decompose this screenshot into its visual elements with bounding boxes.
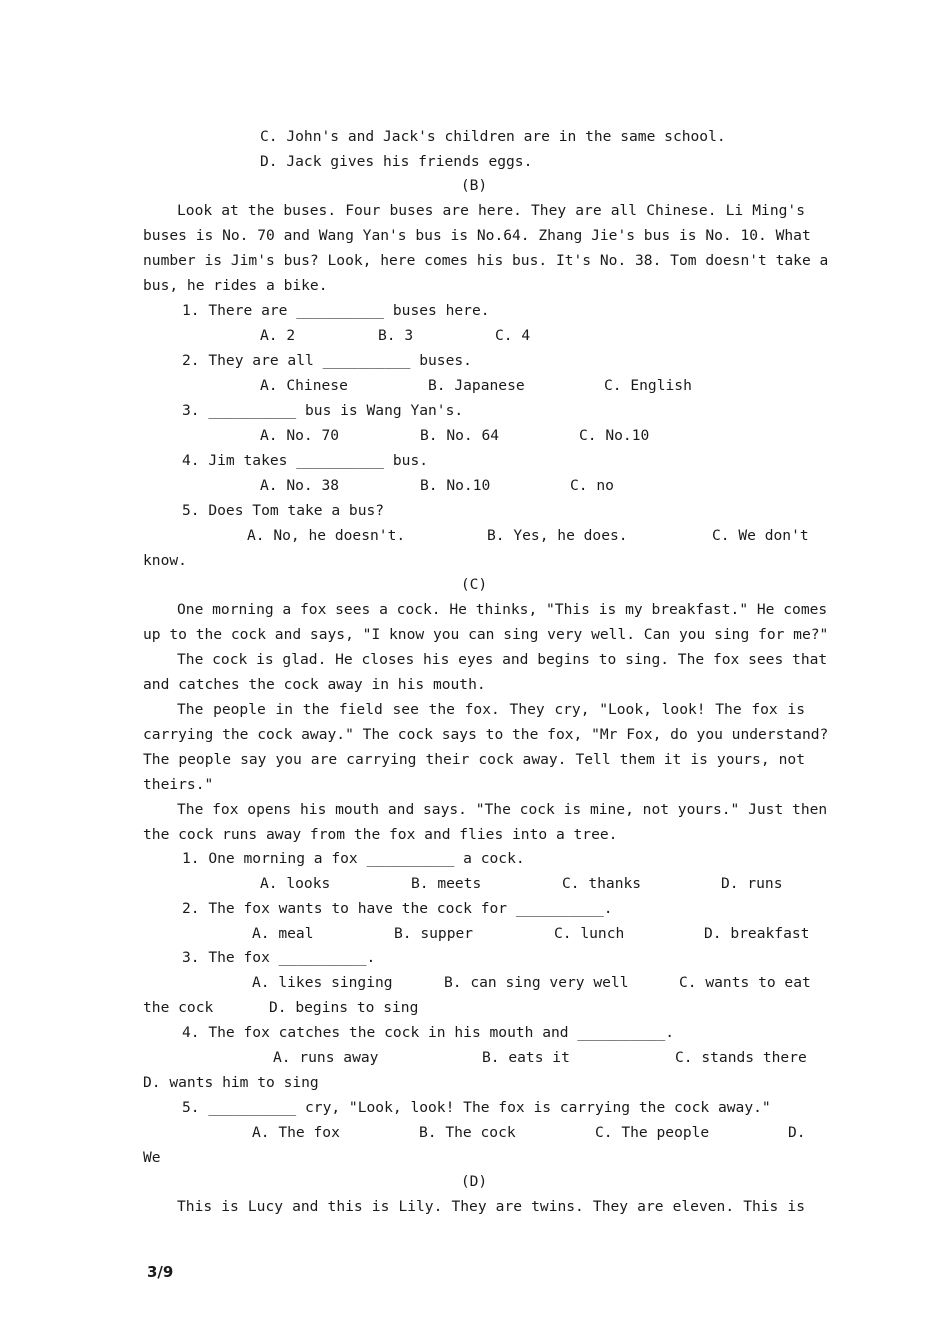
passage-d-line-1: This is Lucy and this is Lily. They are twins. They are eleven. This is <box>177 1198 805 1215</box>
option-b: B. can sing very well <box>444 974 629 991</box>
question-b5-stem: 5. Does Tom take a bus? <box>182 502 385 519</box>
option-d: D. runs <box>721 875 783 892</box>
passage-b-line-2: buses is No. 70 and Wang Yan's bus is No.64. Zhang Jie's bus is No. 10. What <box>143 227 811 244</box>
option-d: D. begins to sing <box>269 999 419 1016</box>
question-c5-options <box>0 1123 950 1143</box>
option-a: A. No, he doesn't. <box>247 527 406 544</box>
option-c: C. wants to eat <box>679 974 811 991</box>
question-c2-options <box>0 924 950 944</box>
option-b: B. eats it <box>482 1049 570 1066</box>
option-a: A. The fox <box>252 1124 340 1141</box>
page-number: 3/9 <box>147 1263 174 1281</box>
option-a: A. runs away <box>273 1049 379 1066</box>
question-c3-stem: 3. The fox __________. <box>182 949 376 966</box>
option-a: A. meal <box>252 925 314 942</box>
option-d: D. wants him to sing <box>143 1074 319 1091</box>
question-c4-stem: 4. The fox catches the cock in his mouth and __________. <box>182 1024 675 1041</box>
option-c: C. We don't <box>712 527 809 544</box>
option-c: C. The people <box>595 1124 710 1141</box>
option-a: A. likes singing <box>252 974 393 991</box>
question-c3-options-continued <box>0 998 950 1018</box>
option-a: A. Chinese <box>260 377 348 394</box>
question-b1-options <box>0 326 950 346</box>
option-b: B. The cock <box>419 1124 516 1141</box>
option-a: A. 2 <box>260 327 296 344</box>
option-c: C. No.10 <box>579 427 650 444</box>
option-c: C. 4 <box>495 327 531 344</box>
option-b: B. 3 <box>378 327 414 344</box>
option-b: B. No.10 <box>420 477 491 494</box>
option-d: D. Jack gives his friends eggs. <box>260 153 533 170</box>
option-c: C. no <box>570 477 614 494</box>
question-b1-stem: 1. There are __________ buses here. <box>182 302 490 319</box>
option-b: B. meets <box>411 875 482 892</box>
passage-c-p3-line-2: carrying the cock away." The cock says to the fox, "Mr Fox, do you understand? <box>143 726 829 743</box>
passage-c-p3-line-3: The people say you are carrying their cock away. Tell them it is yours, not <box>143 751 805 768</box>
question-b2-stem: 2. They are all __________ buses. <box>182 352 472 369</box>
option-b: B. No. 64 <box>420 427 500 444</box>
question-c5-stem: 5. __________ cry, "Look, look! The fox is carrying the cock away." <box>182 1099 771 1116</box>
option-c-continued: the cock <box>143 999 214 1016</box>
passage-b-line-4: bus, he rides a bike. <box>143 277 328 294</box>
option-a: A. No. 70 <box>260 427 340 444</box>
passage-c-p4-line-1: The fox opens his mouth and says. "The cock is mine, not yours." Just then <box>177 801 828 818</box>
option-a: A. looks <box>260 875 331 892</box>
option-c: C. lunch <box>554 925 625 942</box>
option-a: A. No. 38 <box>260 477 340 494</box>
question-b2-options <box>0 376 950 396</box>
passage-c-p3-line-1: The people in the field see the fox. They cry, "Look, look! The fox is <box>177 701 805 718</box>
section-c-heading: (C) <box>460 576 488 593</box>
passage-b-line-1: Look at the buses. Four buses are here. They are all Chinese. Li Ming's <box>177 202 805 219</box>
passage-c-p1-line-2: up to the cock and says, "I know you can sing very well. Can you sing for me?" <box>143 626 829 643</box>
option-b: B. supper <box>394 925 474 942</box>
option-c: C. John's and Jack's children are in the same school. <box>260 128 726 145</box>
option-d: D. breakfast <box>704 925 810 942</box>
section-d-heading: (D) <box>460 1173 488 1190</box>
question-b3-options <box>0 426 950 446</box>
question-c4-options <box>0 1048 950 1068</box>
passage-c-p2-line-2: and catches the cock away in his mouth. <box>143 676 486 693</box>
question-c2-stem: 2. The fox wants to have the cock for __________. <box>182 900 613 917</box>
question-b3-stem: 3. __________ bus is Wang Yan's. <box>182 402 464 419</box>
passage-c-p2-line-1: The cock is glad. He closes his eyes and begins to sing. The fox sees that <box>177 651 828 668</box>
option-c: C. stands there <box>675 1049 807 1066</box>
option-b: B. Japanese <box>428 377 525 394</box>
passage-c-p4-line-2: the cock runs away from the fox and flies into a tree. <box>143 826 618 843</box>
option-b: B. Yes, he does. <box>487 527 628 544</box>
question-b4-options <box>0 476 950 496</box>
question-c3-options <box>0 973 950 993</box>
option-c: C. thanks <box>562 875 642 892</box>
option-d-continued: We <box>143 1149 161 1166</box>
question-b4-stem: 4. Jim takes __________ bus. <box>182 452 429 469</box>
passage-c-p1-line-1: One morning a fox sees a cock. He thinks, "This is my breakfast." He comes <box>177 601 828 618</box>
passage-b-line-3: number is Jim's bus? Look, here comes his bus. It's No. 38. Tom doesn't take a <box>143 252 829 269</box>
option-c-continued: know. <box>143 552 187 569</box>
option-d: D. <box>788 1124 806 1141</box>
section-b-heading: (B) <box>460 177 488 194</box>
question-c1-options <box>0 874 950 894</box>
option-c: C. English <box>604 377 692 394</box>
question-c1-stem: 1. One morning a fox __________ a cock. <box>182 850 525 867</box>
question-b5-options <box>0 526 950 546</box>
passage-c-p3-line-4: theirs." <box>143 776 214 793</box>
